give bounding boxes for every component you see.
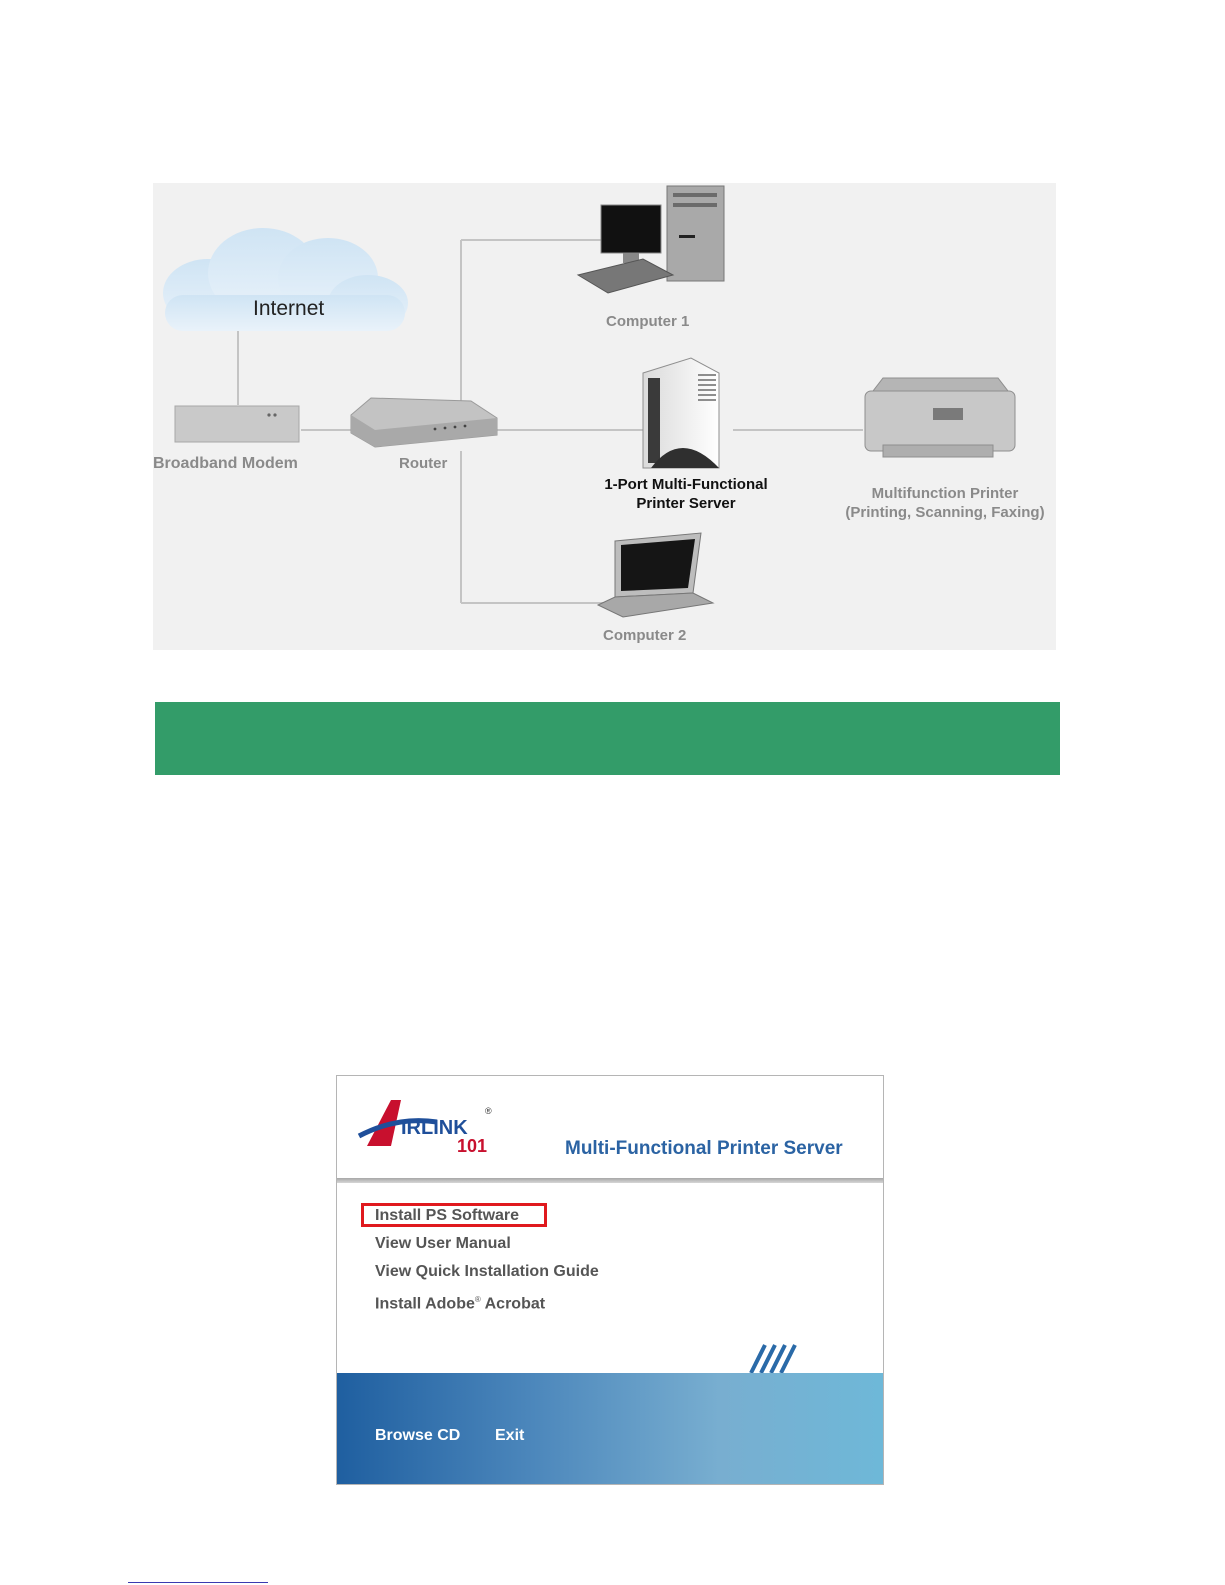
registered-mark: ® [485,1106,492,1116]
menu-install-adobe-acrobat[interactable] [375,1286,599,1314]
header-divider [337,1178,883,1183]
footnote-link-underline [128,1582,268,1583]
logo-number: 101 [457,1136,488,1154]
computer1-label: Computer 1 [606,313,690,330]
print-server-label [591,475,781,513]
laptop-icon [598,533,713,617]
launcher-menu [375,1202,599,1314]
airlink-logo-mark [357,1094,507,1154]
menu-view-quick-installation-guide[interactable]: View Quick Installation Guide [375,1263,599,1280]
router-label: Router [399,455,448,472]
print-server-icon [643,358,719,468]
section-header-band [155,702,1060,775]
launcher-footer [337,1373,883,1485]
computer2-label: Computer 2 [603,627,687,644]
internet-label: Internet [253,297,325,320]
print-server-label-line2: Printer Server [636,495,736,512]
modem-label: Broadband Modem [153,455,298,472]
network-diagram [153,183,1056,650]
printer-icon [865,378,1015,457]
print-server-label-line1: 1-Port Multi-Functional [604,476,768,493]
diagram-graphics [153,183,1056,650]
decorative-stripes [737,1343,807,1375]
svg-text:IRLINK: IRLINK [401,1117,468,1139]
printer-label-line1: Multifunction Printer [871,485,1019,502]
printer-label [835,484,1055,522]
menu-adobe-pre: Install Adobe [375,1295,475,1313]
menu-view-user-manual[interactable]: View User Manual [375,1235,511,1252]
airlink-logo [357,1094,507,1154]
router-icon [351,398,497,447]
exit-button[interactable]: Exit [495,1427,525,1444]
menu-install-ps-software[interactable]: Install PS Software [375,1207,520,1224]
autorun-launcher-window [336,1075,884,1485]
product-title: Multi-Functional Printer Server [565,1138,843,1159]
menu-adobe-registered: ® [474,1295,481,1304]
modem-icon [175,406,299,442]
printer-label-line2: (Printing, Scanning, Faxing) [845,504,1045,521]
browse-cd-button[interactable]: Browse CD [375,1427,461,1444]
menu-adobe-post: Acrobat [480,1295,546,1313]
